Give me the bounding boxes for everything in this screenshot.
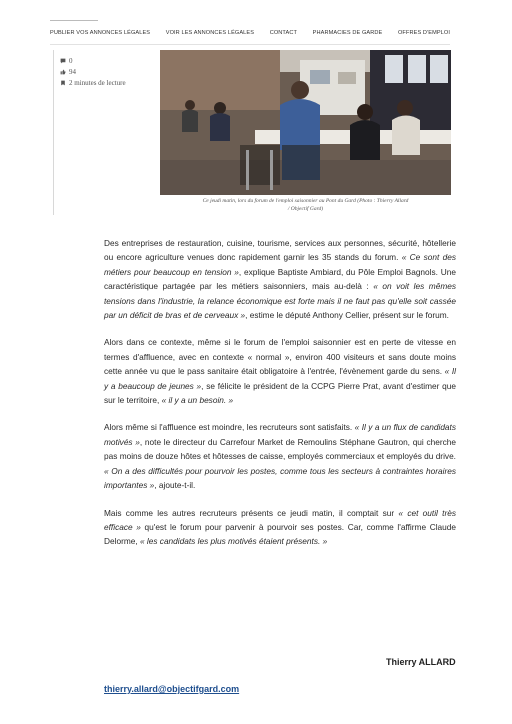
bookmark-icon: [60, 80, 66, 86]
photo-caption: Ce jeudi matin, lors du forum de l'emploi saisonnier au Pont du Gard (Photo : Thierry Allard / Objectif Gard): [202, 198, 409, 212]
article-paragraph: Mais comme les autres recruteurs présents ce jeudi matin, il comptait sur « cet outil très efficace » qu'est le forum pour parvenir à pourvoir ses postes. Car, comme l'affirme Claude Delorme, « les candidats les plus motivés étaient présents. »: [104, 507, 457, 547]
nav-divider: [50, 44, 450, 45]
comments-count[interactable]: 0: [60, 56, 130, 67]
article-paragraph: Des entreprises de restauration, cuisine, tourisme, services aux personnes, sécurité, hôtellerie ou encore agriculture venues donc rapidement garnir les 35 stands du forum. « Ce sont des métiers pour beaucoup en tension », explique Baptiste Ambiard, du Pôle Emploi Bagnols. Une caractéristique partagée par les métiers saisonniers, mais au-delà : « on voit les mêmes tensions dans l'industrie, la relance économique est forte mais il ne faut pas qu'elle soit cassée par un déficit de bras et de cerveaux », estime le député Anthony Cellier, présent sur le forum.: [104, 238, 456, 321]
nav-item-job-offers[interactable]: OFFRES D'EMPLOI: [397, 30, 450, 36]
article-photo: [160, 50, 451, 195]
article-paragraph: Alors même si l'affluence est moindre, les recruteurs sont satisfaits. « Il y a un flux de candidats motivés », note le directeur du Carrefour Market de Remoulins Stéphane Gautron, qui cherche pas moins de douze hôtes et hôtesses de caisse, employés commerciaux et employés du drive. « On a des difficultés pour pourvoir les postes, comme tous les secteurs à contraintes horaires importantes », ajoute-t-il.: [104, 422, 456, 491]
comment-icon: [60, 58, 66, 64]
header-rule: [50, 20, 98, 21]
article-paragraph: Alors dans ce contexte, même si le forum de l'emploi saisonnier est en perte de vitesse en termes d'affluence, avec en contexte « normal », environ 400 visiteurs et sans doute moins cette année vu que le pass sanitaire était obligatoire à l'entrée, l'évènement garde du sens. « Il y a beaucoup de jeunes », se félicite le président de la CCPG Pierre Prat, avant d'estimer que sur le territoire, « il y a un besoin. »: [104, 337, 456, 406]
nav-item-pharmacies[interactable]: PHARMACIES DE GARDE: [312, 30, 383, 36]
nav-item-publish-legal-notices[interactable]: PUBLIER VOS ANNONCES LÉGALES: [50, 30, 151, 36]
article-meta: [60, 56, 130, 89]
author-name: Thierry ALLARD: [386, 657, 456, 667]
sidebar-divider: [53, 50, 54, 215]
nav-item-contact[interactable]: CONTACT: [269, 30, 298, 36]
nav-item-view-legal-notices[interactable]: VOIR LES ANNONCES LÉGALES: [165, 30, 255, 36]
article-body: [104, 236, 456, 562]
thumbs-up-icon: [60, 69, 66, 75]
likes-count[interactable]: 94: [60, 67, 130, 78]
main-nav: [50, 30, 450, 36]
site-header: [50, 0, 450, 50]
forum-photo-illustration: [160, 50, 451, 195]
reading-time: 2 minutes de lecture: [60, 78, 130, 89]
author-email-link[interactable]: thierry.allard@objectifgard.com: [104, 684, 240, 694]
